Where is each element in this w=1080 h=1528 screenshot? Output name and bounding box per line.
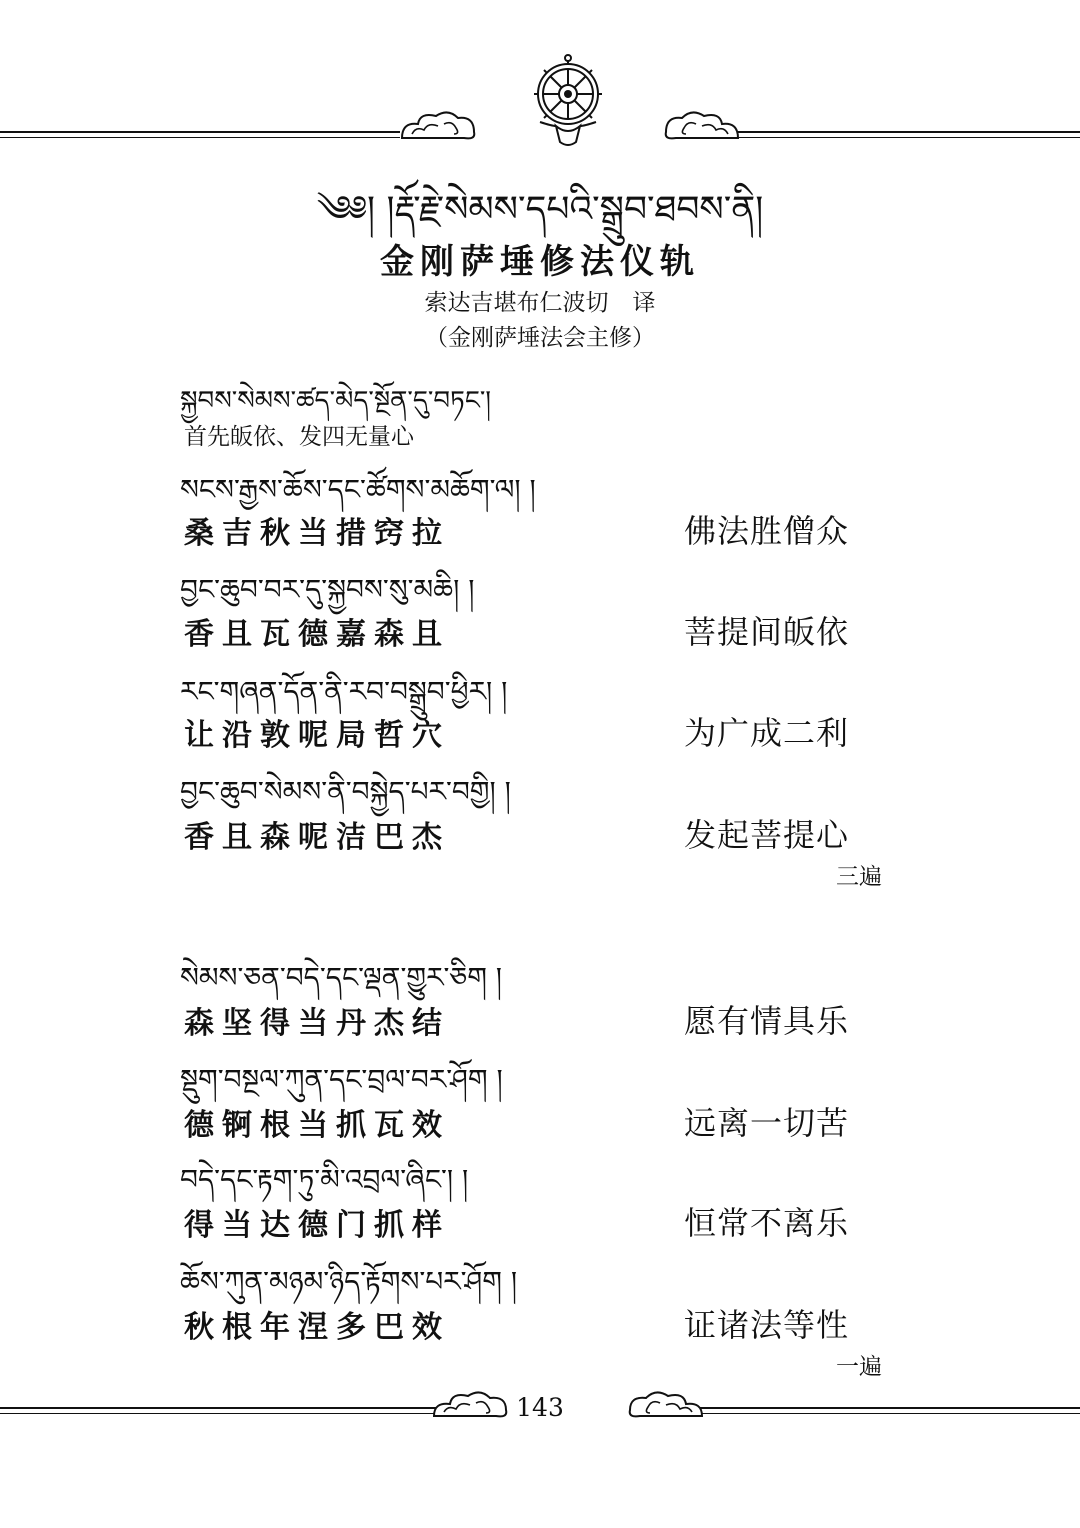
verse-phonetic: 秋根年涅多巴效 (184, 1310, 450, 1345)
verse-phonetic: 香且森呢洁巴杰 (184, 820, 450, 855)
chinese-title: 金刚萨埵修法仪轨 (380, 242, 700, 282)
verse-meaning: 菩提间皈依 (684, 613, 850, 651)
verse-tibetan: བྱང་ཆུབ་བར་དུ་སྐྱབས་སུ་མཆི། ། (180, 573, 475, 606)
verse-tibetan: ཆོས་ཀུན་མཉམ་ཉིད་རྟོགས་པར་ཤོག ། (180, 1265, 518, 1298)
verse-phonetic: 香且瓦德嘉森且 (184, 617, 450, 652)
tibetan-title: ༄༅། །རྡོ་རྗེ་སེམས་དཔའི་སྒྲུབ་ཐབས་ནི། (316, 189, 764, 230)
cloud-ornament-icon (662, 108, 742, 144)
verse-tibetan: རང་གཞན་དོན་ནི་རབ་བསྒྲུབ་ཕྱིར། ། (180, 675, 508, 708)
translator-role: 译 (632, 290, 656, 316)
assembly-note: （金刚萨埵法会主修） (425, 325, 655, 351)
translator-name: 索达吉堪布仁波切 (424, 290, 609, 316)
verse-tibetan: བྱང་ཆུབ་སེམས་ནི་བསྐྱེད་པར་བགྱི། ། (180, 775, 511, 808)
verse-phonetic: 德锕根当抓瓦效 (184, 1108, 450, 1143)
repetition-note: 一遍 (836, 1354, 882, 1380)
dharma-wheel-icon (526, 52, 610, 152)
repetition-note: 三遍 (836, 864, 882, 890)
verse-meaning: 为广成二利 (684, 714, 850, 752)
verse-phonetic: 森坚得当丹杰结 (184, 1006, 450, 1041)
header-rule-left (0, 128, 400, 142)
verse-meaning: 远离一切苦 (684, 1104, 850, 1142)
verse-phonetic: 让沿敦呢局哲穴 (184, 718, 450, 753)
verse-tibetan: སེམས་ཅན་བདེ་དང་ལྡན་གྱུར་ཅིག ། (180, 961, 503, 994)
verse-meaning: 佛法胜僧众 (684, 512, 850, 550)
verse-tibetan: སངས་རྒྱས་ཆོས་དང་ཚོགས་མཆོག་ལ། ། (180, 473, 536, 506)
verse-phonetic: 得当达德门抓样 (184, 1208, 450, 1243)
verse-phonetic: 桑吉秋当措窍拉 (184, 516, 450, 551)
verse-tibetan: སྡུག་བསྔལ་ཀུན་དང་བྲལ་བར་ཤོག ། (180, 1063, 503, 1096)
verse-meaning: 发起菩提心 (684, 816, 850, 854)
verse-meaning: 愿有情具乐 (684, 1002, 850, 1040)
page-number: 143 (516, 1393, 564, 1422)
translator-line (0, 284, 1080, 317)
verse-meaning: 恒常不离乐 (684, 1204, 850, 1242)
intro-chinese: 首先皈依、发四无量心 (184, 424, 414, 450)
verse-meaning: 证诸法等性 (684, 1306, 850, 1344)
intro-tibetan: སྐྱབས་སེམས་ཚད་མེད་སྔོན་དུ་བཏང་། (180, 386, 492, 416)
verse-tibetan: བདེ་དང་རྟག་ཏུ་མི་འབྲལ་ཞིང་། ། (180, 1163, 469, 1196)
cloud-ornament-icon (398, 108, 478, 144)
